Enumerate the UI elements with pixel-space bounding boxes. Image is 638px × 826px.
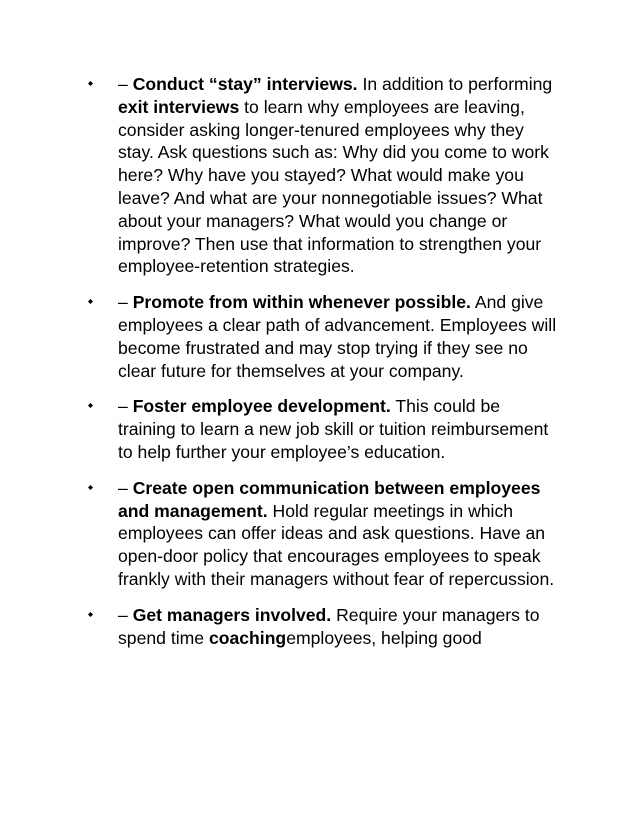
item-emphasis: coaching	[208, 627, 287, 648]
item-heading: Foster employee development.	[132, 396, 391, 417]
diamond-bullet-icon	[88, 485, 93, 490]
item-heading: Get managers involved.	[132, 604, 332, 625]
item-text: And give employees a clear path of advancement. Employees will become frustrated and may stop trying if they see no clear future for themselves at your company.	[118, 292, 557, 381]
item-text: Require your managers to spend time	[118, 604, 540, 648]
item-text: to learn why employees are leaving, consider asking longer-tenured employees why they stay. Ask questions such as: Why did you come to work here? Why have you stayed? What would make you leave? And what are your nonnegotiable issues? What about your managers? What would you change or improve? Then use that information to strengthen your employee-retention strategies.	[118, 96, 549, 277]
item-heading: Create open communication between employees and management.	[118, 477, 541, 521]
item-text: Hold regular meetings in which employees can offer ideas and ask questions. Have an open-door policy that encourages employees to speak frankly with their managers without fear of repercussion.	[118, 500, 555, 589]
list-item	[88, 604, 558, 650]
list-item	[88, 73, 558, 278]
item-text: This could be training to learn a new job skill or tuition reimbursement to help further your employee’s education.	[118, 396, 549, 462]
item-dash: –	[118, 292, 133, 313]
item-text: employees, helping good	[286, 627, 482, 648]
item-dash: –	[118, 74, 133, 94]
item-heading: Conduct “stay” interviews.	[132, 74, 358, 94]
list-item	[88, 395, 558, 463]
diamond-bullet-icon	[88, 612, 93, 617]
diamond-bullet-icon	[88, 403, 93, 408]
item-dash: –	[118, 396, 133, 417]
item-dash: –	[118, 477, 133, 498]
item-dash: –	[118, 604, 133, 625]
list-item	[88, 291, 558, 382]
item-text: In addition to performing	[357, 74, 553, 94]
diamond-bullet-icon	[88, 299, 93, 304]
list-item	[88, 477, 558, 591]
bullet-list	[88, 73, 558, 662]
item-heading: Promote from within whenever possible.	[132, 292, 471, 313]
item-emphasis: exit interviews	[118, 96, 240, 117]
diamond-bullet-icon	[88, 81, 93, 86]
